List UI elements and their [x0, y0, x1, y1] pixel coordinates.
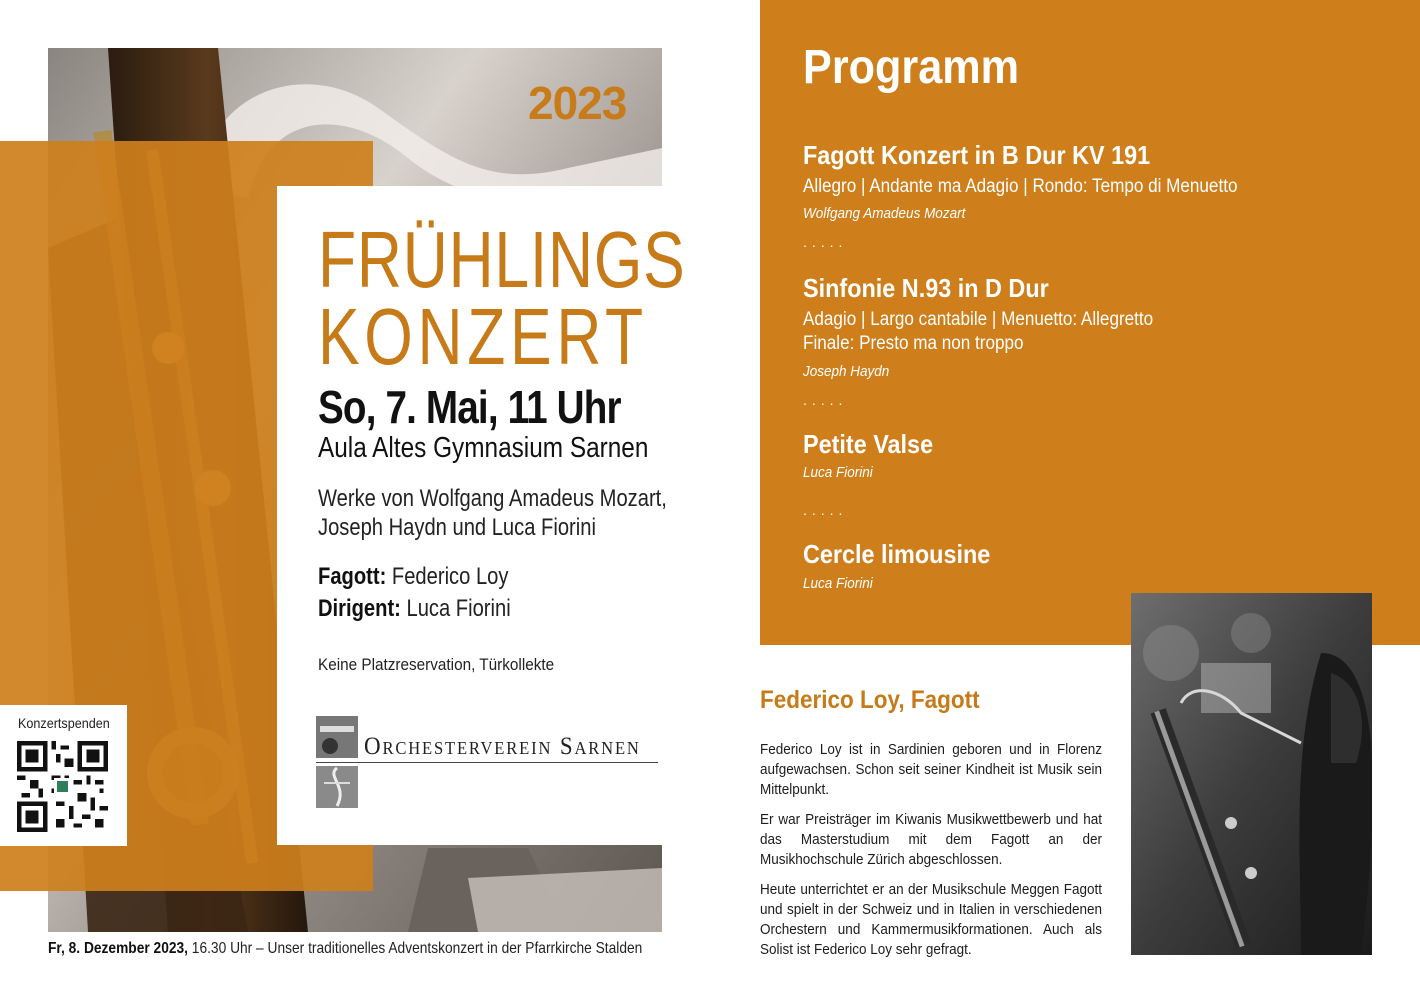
piece-composer: Luca Fiorini	[803, 464, 873, 481]
title-line-1: FRÜHLINGS	[318, 215, 686, 304]
credit-bassoon	[318, 563, 508, 591]
piece-composer: Luca Fiorini	[803, 575, 873, 592]
credit-conductor	[318, 595, 511, 623]
works-line-2: Joseph Haydn und Luca Fiorini	[318, 514, 596, 541]
separator-dots: .....	[803, 234, 848, 250]
orchestra-name: Orchesterverein Sarnen	[364, 733, 641, 760]
piece-title: Fagott Konzert in B Dur KV 191	[803, 140, 1151, 170]
credit-label: Dirigent:	[318, 595, 401, 622]
separator-dots: .....	[803, 502, 848, 518]
logo-rule	[316, 762, 658, 763]
piece-movements: Finale: Presto ma non troppo	[803, 333, 1024, 354]
piece-title: Sinfonie N.93 in D Dur	[803, 273, 1049, 303]
seating-note: Keine Platzreservation, Türkollekte	[318, 655, 555, 674]
footer-announcement	[48, 940, 642, 958]
piece-composer: Joseph Haydn	[803, 363, 890, 380]
footer-text: 16.30 Uhr – Unser traditionelles Adventskonzert in der Pfarrkirche Stalden	[191, 940, 643, 957]
soloist-photo	[1131, 593, 1372, 955]
donation-label: Konzertspenden	[18, 715, 110, 731]
bio-paragraph: Er war Preisträger im Kiwanis Musikwettbewerb und hat das Masterstudium mit dem Fagott an der Musikhochschule Zürich abgeschlossen.	[760, 811, 1102, 868]
concert-venue: Aula Altes Gymnasium Sarnen	[318, 432, 649, 464]
bio-paragraph: Heute unterrichtet er an der Musikschule Meggen Fagott und spielt in der Schweiz und in Italien in verschiedenen Orchestern und Kammermusikformationen. Auch als Solist ist Federico Loy sehr gefragt.	[760, 881, 1102, 958]
title-line-2: KONZERT	[318, 292, 648, 381]
piece-title: Petite Valse	[803, 429, 934, 459]
bio-heading: Federico Loy, Fagott	[760, 686, 980, 714]
concert-date: So, 7. Mai, 11 Uhr	[318, 381, 621, 433]
piece-movements: Adagio | Largo cantabile | Menuetto: Allegretto	[803, 309, 1154, 330]
piece-movements: Allegro | Andante ma Adagio | Rondo: Tempo di Menuetto	[803, 176, 1238, 197]
piece-composer: Wolfgang Amadeus Mozart	[803, 205, 966, 222]
credit-value: Luca Fiorini	[406, 595, 511, 622]
credit-value: Federico Loy	[391, 563, 509, 590]
separator-dots: .....	[803, 392, 848, 408]
year-label: 2023	[528, 77, 627, 129]
piece-title: Cercle limousine	[803, 539, 991, 569]
bio-paragraph: Federico Loy ist in Sardinien geboren und in Florenz aufgewachsen. Schon seit seiner Kindheit ist Musik sein Mittelpunkt.	[760, 741, 1102, 798]
credit-label: Fagott:	[318, 563, 387, 590]
works-line-1: Werke von Wolfgang Amadeus Mozart,	[318, 485, 667, 512]
footer-date: Fr, 8. Dezember 2023,	[48, 940, 188, 957]
donation-qr-code[interactable]	[17, 741, 108, 832]
program-heading: Programm	[803, 41, 1020, 94]
